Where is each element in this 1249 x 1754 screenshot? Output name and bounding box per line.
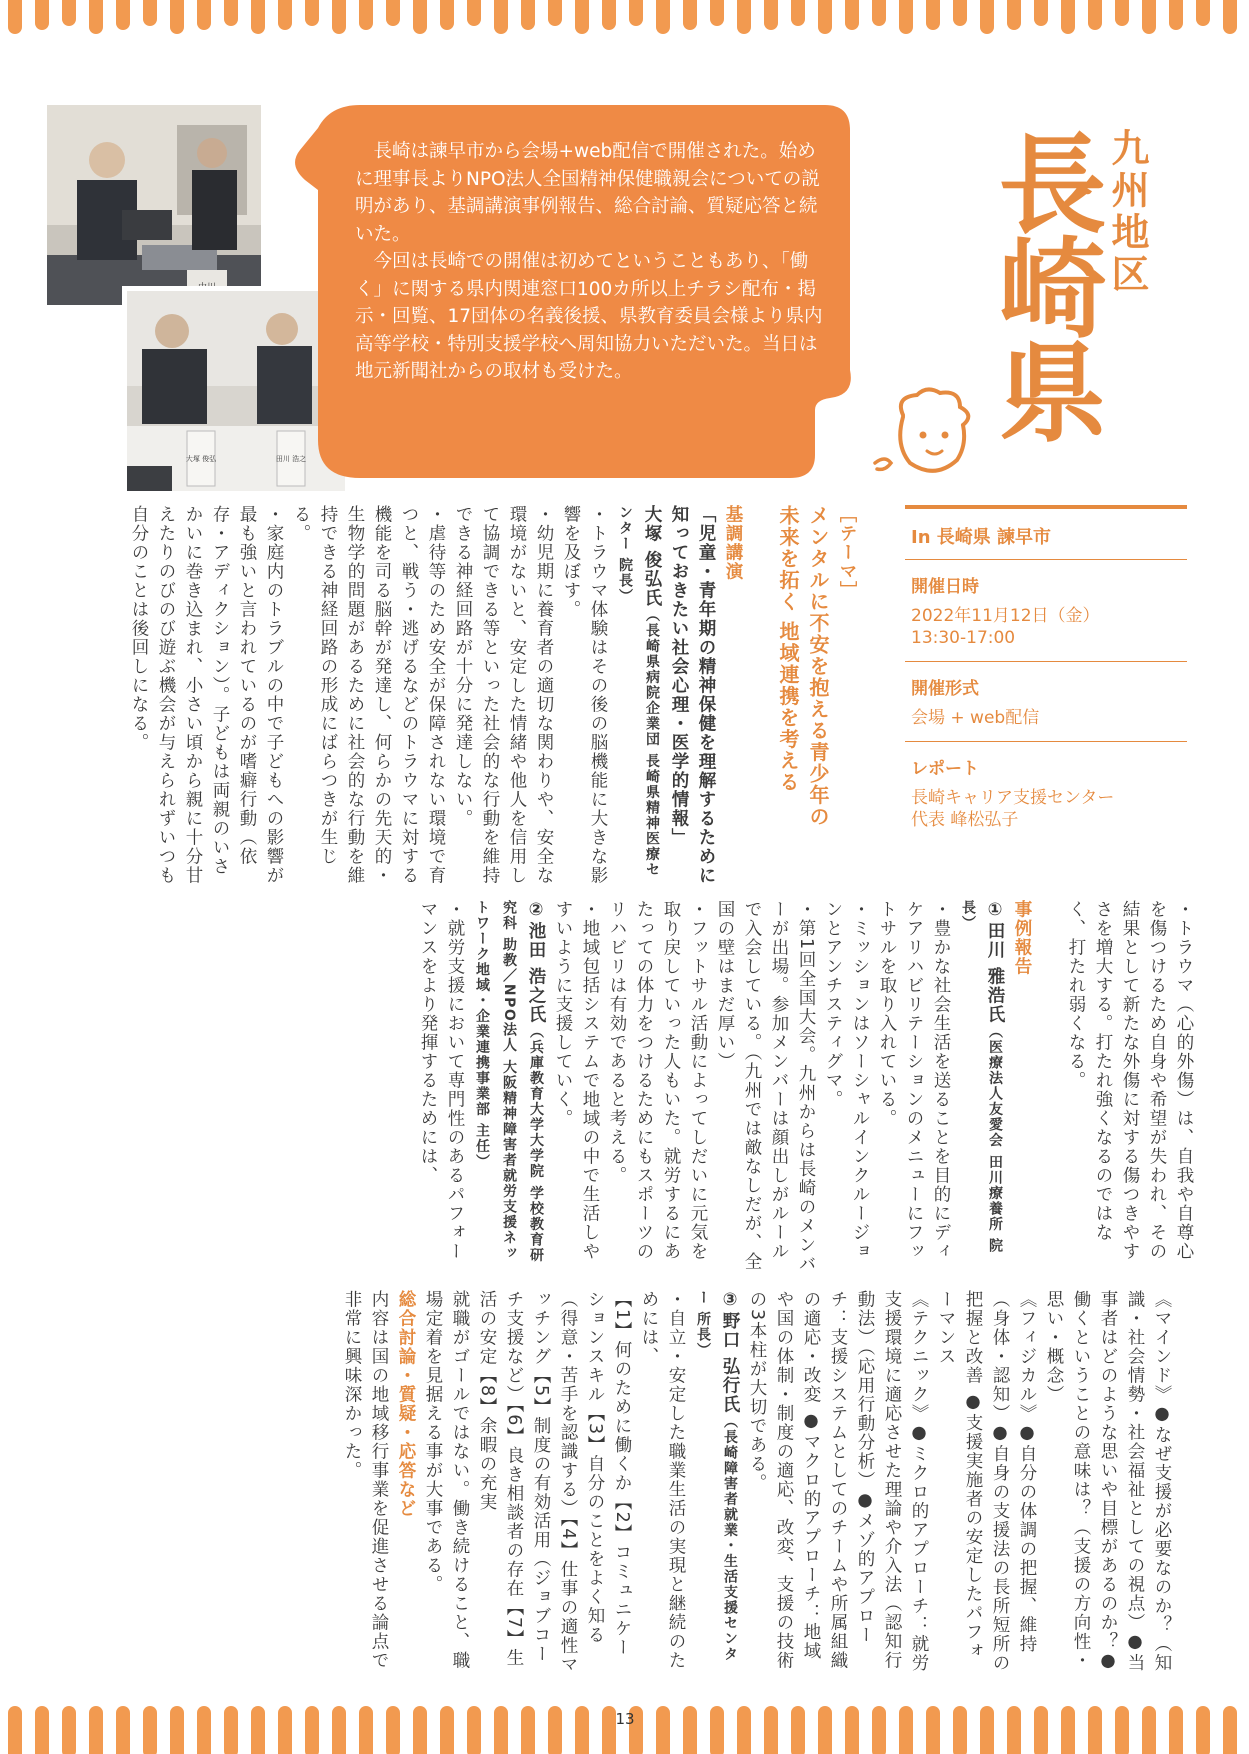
report-person: 代表 峰松弘子 <box>911 810 1019 830</box>
stripe <box>1034 1706 1048 1754</box>
stripe <box>872 1706 886 1754</box>
stripe <box>224 1706 238 1754</box>
stripe <box>656 1706 670 1754</box>
cases-column <box>112 900 1197 1275</box>
stripe <box>980 1706 994 1754</box>
keynote-point-1: ・トラウマ体験はその後の脳機能に大きな影響を及ぼす。 <box>561 505 608 885</box>
case1-point-3: ・第1回全国大会。九州からは長崎のメンバーが出場。参加メンバーは顔出しがルールで入会している。（九州では敵なしだが、全国の壁はまだ厚い） <box>715 900 816 1274</box>
stripe <box>1142 1706 1156 1754</box>
case3-speaker: 野口 弘行氏 <box>720 1311 740 1415</box>
case1-point-5: ・地域包括システムで地域の中で生活しやすいように支援していく。 <box>553 900 600 1261</box>
stripe <box>926 1706 940 1754</box>
theme-line-1: メンタルに不安を抱える青少年の <box>806 505 830 828</box>
cases-column-2 <box>145 1290 1175 1675</box>
stripe <box>251 1706 265 1754</box>
keynote-point-3: ・虐待等のため安全が保障されない環境で育つと、戦う・逃げるなどのトラウマに対する機能を司る脳幹が発達し、何らかの先天的・生物学的問題があるために社会的な行動を維持できる神経回路の形成にばらつきが生じる。 <box>291 505 446 885</box>
stripe <box>764 1706 778 1754</box>
intro-text <box>355 138 825 386</box>
stripe <box>467 1706 481 1754</box>
keynote-point-2: ・幼児期に養育者の適切な関わりや、安全な環境がないと、安定した情緒や他人を信用して協調できる等といった社会的な行動を維持できる神経回路が十分に発達しない。 <box>453 505 554 885</box>
stripe <box>521 1706 535 1754</box>
date-label: 開催日時 <box>911 577 979 597</box>
stripe <box>1223 1706 1237 1754</box>
stripe <box>575 1706 589 1754</box>
stripe <box>143 1706 157 1754</box>
stripe <box>440 1706 454 1754</box>
stripe <box>62 1706 76 1754</box>
intro-paragraph-1: 長崎は諫早市から会場+web配信で開催された。始めに理事長よりNPO法人全国精神保健職親会についての説明があり、基調講演事例報告、総合討論、質疑応答と続いた。 <box>355 141 820 245</box>
case1-point-2: ・ミッションはソーシャルインクルージョンとアンチスティグマ。 <box>823 900 870 1261</box>
case2-point-1: ・就労支援において専門性のあるパフォーマンスをより発揮するためには、 <box>418 900 465 1261</box>
case1-point-1: ・豊かな社会生活を送ることを目的にディケアリハビリテーションのメニューにフットサルを取り入れている。 <box>877 900 951 1261</box>
case2-num: ② <box>526 900 546 922</box>
stripe <box>170 1706 184 1754</box>
nameplate-2: 大塚 俊弘 <box>185 455 217 463</box>
stripe <box>1088 1706 1102 1754</box>
case2-point-3: 《フィジカル》●自分の体調の把握、維持（身体・認知）●自身の支援法の長所短所の把握と改善 ●支援実施者の安定したパフォーマンス <box>936 1290 1037 1673</box>
time-value: 13:30-17:00 <box>911 628 1016 648</box>
keynote-column <box>120 505 860 885</box>
case3-num: ③ <box>720 1290 740 1312</box>
stripe <box>278 1706 292 1754</box>
event-info-box <box>905 505 1187 843</box>
report-org: 長崎キャリア支援センター <box>911 788 1115 808</box>
theme-line-2: 未来を拓く 地域連携を考える <box>776 505 800 793</box>
stripe <box>116 1706 130 1754</box>
case2-affiliation: （兵庫教育大学大学院 学校教育研究科 助教／NPO法人 大阪精神障害者就労支援ネットワーク地域・企業連携事業部 主任） <box>474 900 544 1263</box>
theme-tag: ［テーマ］ <box>837 505 857 600</box>
stripe <box>899 1706 913 1754</box>
case2-speaker: 池田 浩之氏 <box>526 921 546 1025</box>
stripe <box>1115 1706 1129 1754</box>
stripe <box>197 1706 211 1754</box>
stripe <box>494 1706 508 1754</box>
keynote-heading: 基調講演 <box>723 505 743 581</box>
discussion-heading: 総合討論・質疑・応答など <box>396 1290 416 1518</box>
event-place: In 長崎県 諫早市 <box>905 509 1187 560</box>
stripe <box>89 1706 103 1754</box>
stripe <box>386 1706 400 1754</box>
keynote-point-5: ・トラウマ（心的外傷）は、自我や自尊心を傷つけるため自身や希望が失われ、その結果として新たな外傷に対する傷つきやすさを増大する。打たれ強くなるのではなく、打たれ弱くなる。 <box>1066 900 1194 1261</box>
stripe <box>1196 1706 1210 1754</box>
nameplate-3: 田川 浩之 <box>275 455 307 463</box>
cases-heading: 事例報告 <box>1012 900 1032 976</box>
stripe <box>305 1706 319 1754</box>
case3-point-3: 就職がゴールではない。働き続けること、職場定着を見据える事が大事である。 <box>423 1290 470 1670</box>
stripe <box>710 1706 724 1754</box>
report-label: レポート <box>911 759 979 779</box>
case1-speaker: 田川 雅浩氏 <box>985 921 1005 1025</box>
case1-point-4: ・フットサル活動によってしだいに元気を取り戻していった人もいた。就労するにあたっての体力をつけるためにもスポーツのリハビリは有効であると考える。 <box>607 900 708 1261</box>
prefecture-title: 長崎県 <box>980 128 1105 440</box>
case3-point-2: 【1】何のために働くか【2】コミュニケーションスキル【3】自分のことをよく知る（得意・苦手を認識する）【4】仕事の適性マッチング【5】制度の有効活用（ジョブコーチ支援など）【6】良き相談者の存在【7】生活の安定【8】余暇の充実 <box>477 1290 632 1674</box>
stripe <box>1007 1706 1021 1754</box>
stripe <box>845 1706 859 1754</box>
keynote-title: 「児童・青年期の精神保健を理解するために知っておきたい社会心理・医学的情報」 <box>669 505 716 885</box>
stripe <box>8 1706 22 1754</box>
stripe <box>683 1706 697 1754</box>
format-label: 開催形式 <box>911 679 979 699</box>
case1-num: ① <box>985 900 1005 922</box>
discussion-text: 内容は国の地域移行事業を促進させる論点で非常に興味深かった。 <box>342 1290 389 1670</box>
case2-point-2: 《マインド》●なぜ支援が必要なのか？（知識・社会情勢・社会福祉としての視点）●当事者はどのような思いや目標があるのか？●働くということの意味は？（支援の方向性・思い・概念） <box>1044 1290 1172 1673</box>
stripe <box>359 1706 373 1754</box>
stripe <box>548 1706 562 1754</box>
case2-point-4: 《テクニック》●ミクロ的アプローチ：就労支援環境に適応させた理論や介入法（認知行動法）（応用行動分析）●メゾ的アプローチ：支援システムとしてのチームや所属組織の適応・改変 ●マクロ的アプローチ：地域や国の体制・制度の適応、改変、支援の技術の3本柱が大切である。 <box>747 1290 929 1673</box>
stripe <box>1061 1706 1075 1754</box>
stripe <box>818 1706 832 1754</box>
stripe <box>953 1706 967 1754</box>
date-value: 2022年11月12日（金） <box>911 606 1100 626</box>
keynote-affiliation: （長崎県病院企業団 長崎県精神医療センター 院長） <box>617 505 660 878</box>
stripe <box>35 1706 49 1754</box>
format-value: 会場 + web配信 <box>911 708 1040 728</box>
stripe <box>1169 1706 1183 1754</box>
stripe <box>413 1706 427 1754</box>
stripe <box>791 1706 805 1754</box>
stripe <box>737 1706 751 1754</box>
mascot-icon <box>865 385 985 480</box>
keynote-point-4: ・家庭内のトラブルの中で子どもへの影響が最も強いと言われているのが嗜癖行動（依存・アディクション）。子どもは両親のいさかいに巻き込まれ、小さい頃から親に十分甘えたりのびのび遊ぶ機会が与えられずいつも自分のことは後回しになる。 <box>129 505 284 885</box>
region-title: 九州地区 <box>1105 128 1149 296</box>
case1-affiliation: （医療法人友愛会 田川療養所 院長） <box>960 900 1003 1254</box>
page-number: 13 <box>615 1710 635 1728</box>
keynote-speaker: 大塚 俊弘氏 <box>642 505 662 608</box>
case3-point-1: ・自立・安定した職業生活の実現と継続のためには、 <box>639 1290 686 1670</box>
case3-affiliation: （長崎障害者就業・生活支援センター 所長） <box>695 1290 738 1663</box>
stripe <box>332 1706 346 1754</box>
intro-paragraph-2: 今回は長崎での開催は初めてということもあり、「働く」に関する県内関連窓口100カ所以上チラシ配布・掲示・回覧、17団体の名義後援、県教育委員会様より県内高等学校・特別支援学校へ周知協力いただいた。当日は地元新聞社からの取材も受けた。 <box>355 251 823 382</box>
